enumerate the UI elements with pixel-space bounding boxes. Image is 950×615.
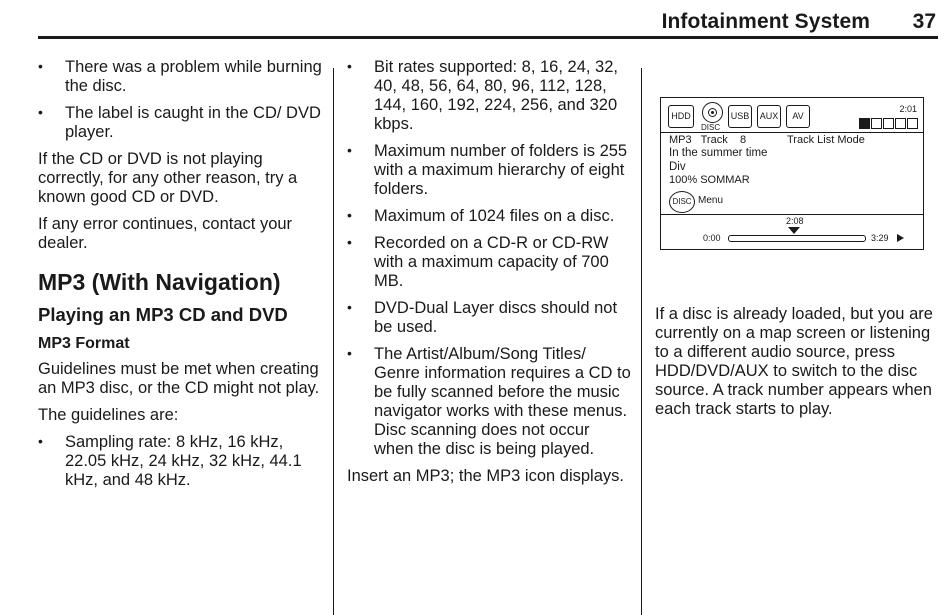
column-divider-1 <box>333 68 334 615</box>
bullet-icon: • <box>38 58 43 74</box>
progress-current-time: 2:08 <box>786 216 804 226</box>
disc-label: DISC <box>701 123 721 132</box>
progress-start-time: 0:00 <box>703 233 721 243</box>
paragraph: Guidelines must be met when creating an MP3 disc, or the CD might not play. <box>38 360 320 397</box>
section-heading: MP3 (With Navigation) <box>38 269 281 295</box>
hdd-button: HDD <box>668 105 694 128</box>
bullet-icon: • <box>347 142 352 158</box>
bullet-icon: • <box>347 345 352 361</box>
list-item: • DVD-Dual Layer discs should not be used. <box>347 299 618 336</box>
list-item: • The label is caught in the CD/ DVD player. <box>38 104 321 141</box>
bullet-icon: • <box>38 433 43 449</box>
section-title: Infotainment System <box>661 10 870 33</box>
progress-marker-icon <box>788 227 800 234</box>
note-icon <box>883 118 894 129</box>
song-title: In the summer time <box>669 147 768 159</box>
artist-name: 100% SOMMAR <box>669 174 750 186</box>
bluetooth-icon <box>907 118 918 129</box>
list-item: • Maximum number of folders is 255 with a maximum hierarchy of eight folders. <box>347 142 628 198</box>
menu-label: Menu <box>698 195 724 206</box>
paragraph: If any error continues, contact your dealer. <box>38 215 293 252</box>
bullet-icon: • <box>347 207 352 223</box>
minor-heading: MP3 Format <box>38 335 130 352</box>
aux-button: AUX <box>757 105 781 128</box>
list-item: • Maximum of 1024 files on a disc. <box>347 207 615 225</box>
list-item: • Sampling rate: 8 kHz, 16 kHz, 22.05 kHz, 24 kHz, 32 kHz, 44.1 kHz, and 48 kHz. <box>38 433 302 489</box>
clock: 2:01 <box>899 104 917 114</box>
track-info-line: MP3 Track 8 Track List Mode <box>669 134 865 146</box>
screen-divider <box>661 214 923 215</box>
column-3 <box>655 305 940 427</box>
bullet-icon: • <box>347 299 352 315</box>
disc-menu-button: DISC <box>669 191 695 213</box>
column-1 <box>38 58 324 498</box>
paragraph: The guidelines are: <box>38 406 179 424</box>
album-name: Div <box>669 161 686 173</box>
progress-bar <box>728 235 866 242</box>
screen-divider <box>661 132 923 133</box>
column-2 <box>347 58 632 494</box>
list-item: • Bit rates supported: 8, 16, 24, 32, 40, 48, 56, 64, 80, 96, 112, 128, 144, 160, 192, 224, 256, and 320 kbps. <box>347 58 618 133</box>
paragraph: Insert an MP3; the MP3 icon displays. <box>347 467 624 485</box>
progress-end-time: 3:29 <box>871 233 889 243</box>
status-icons <box>859 118 918 129</box>
page-number: 37 <box>912 10 936 33</box>
paragraph: If a disc is already loaded, but you are currently on a map screen or listening to a different audio source, press HDD/DVD/AUX to switch to the disc source. A track number appears when each track starts to play. <box>655 305 933 418</box>
bullet-icon: • <box>347 58 352 74</box>
infotainment-screen-illustration <box>660 97 924 250</box>
signal-icon <box>871 118 882 129</box>
column-divider-2 <box>641 68 642 615</box>
bullet-icon: • <box>347 234 352 250</box>
list-item: • Recorded on a CD-R or CD-RW with a maximum capacity of 700 MB. <box>347 234 609 290</box>
list-item: • There was a problem while burning the disc. <box>38 58 322 95</box>
usb-button: USB <box>728 105 752 128</box>
paragraph: If the CD or DVD is not playing correctly, for any other reason, try a known good CD or DVD. <box>38 150 298 206</box>
disc-icon <box>702 102 723 123</box>
bullet-icon: • <box>38 104 43 120</box>
list-item: • The Artist/Album/Song Titles/ Genre information requires a CD to be fully scanned before the music navigator works with these menus. Disc scanning does not occur when the disc is being played. <box>347 345 631 458</box>
mute-icon <box>859 118 870 129</box>
phone-icon <box>895 118 906 129</box>
play-icon <box>897 234 904 242</box>
page-header <box>38 8 938 39</box>
subsection-heading: Playing an MP3 CD and DVD <box>38 304 288 325</box>
av-button: AV <box>786 105 810 128</box>
